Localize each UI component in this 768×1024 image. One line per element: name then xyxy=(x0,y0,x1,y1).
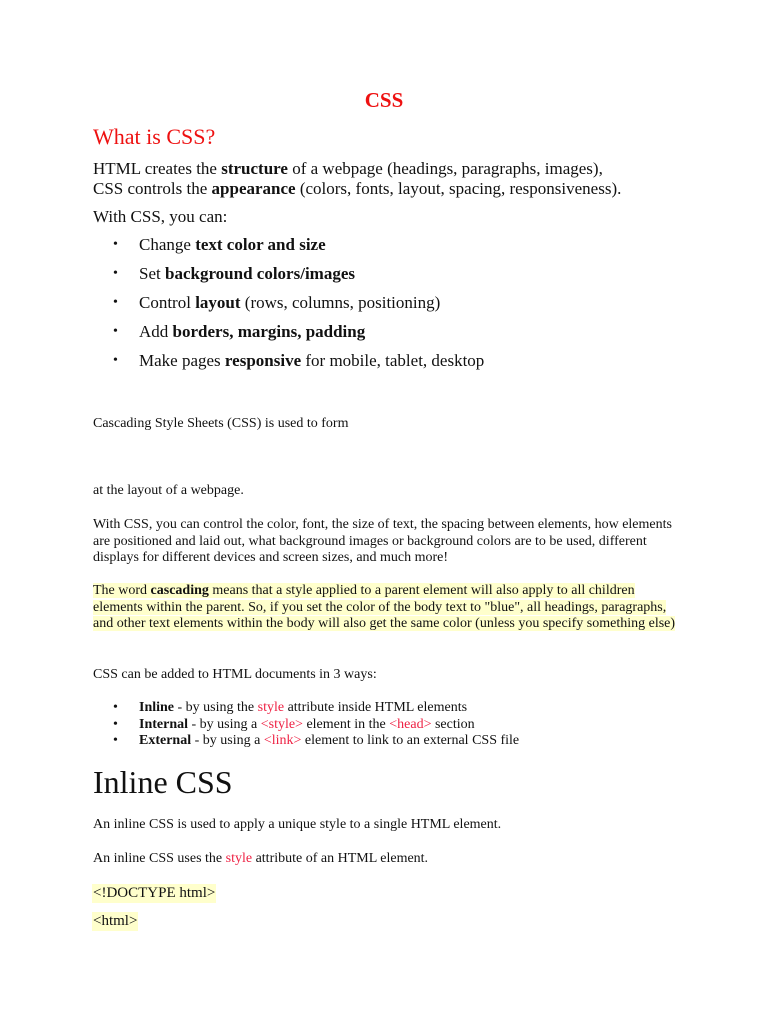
list-item: • Change text color and size xyxy=(113,235,326,254)
bullet-icon: • xyxy=(113,237,118,252)
intro-text: (colors, fonts, layout, spacing, responsiveness). xyxy=(295,179,622,198)
cascading-paragraph: Cascading Style Sheets (CSS) is used to form xyxy=(93,416,349,431)
intro-text: of a webpage (headings, paragraphs, images), xyxy=(287,159,603,178)
code-line: <html> xyxy=(93,913,138,929)
section-heading: What is CSS? xyxy=(93,124,216,149)
inline-paragraph-2: An inline CSS uses the style attribute of an HTML element. xyxy=(93,851,429,866)
list-item: • Set background colors/images xyxy=(113,264,355,283)
ways-list xyxy=(93,700,519,750)
code-line: <!DOCTYPE html> xyxy=(93,885,216,901)
ways-paragraph: CSS can be added to HTML documents in 3 ways: xyxy=(93,667,377,682)
bullet-icon: • xyxy=(113,733,118,748)
with-css-label: With CSS, you can: xyxy=(93,207,228,226)
capabilities-list xyxy=(93,234,484,379)
intro-bold: appearance xyxy=(211,179,296,198)
list-item: • Internal - by using a <style> element in the <head> section xyxy=(113,716,475,732)
inline-css-heading: Inline CSS xyxy=(93,764,233,800)
page-title: CSS xyxy=(364,88,404,112)
intro-paragraph xyxy=(93,159,621,199)
list-item: • Make pages responsive for mobile, tablet, desktop xyxy=(113,351,485,370)
cascading-definition: The word cascading means that a style applied to a parent element will also apply to all children elements within the parent. So, if you set the color of the body text to "blue", all headings, paragraphs, and other text elements within the body will also get the same color (unless you specify something else) xyxy=(93,583,676,631)
control-paragraph: With CSS, you can control the color, font, the size of text, the spacing between elements, how elements are positioned and laid out, what background images or background colors are to be used, different displays for different devices and screen sizes, and much more! xyxy=(93,517,672,565)
intro-text: HTML creates the xyxy=(93,159,222,178)
list-item: • Inline - by using the style attribute inside HTML elements xyxy=(113,700,468,715)
bullet-icon: • xyxy=(113,295,118,310)
intro-text: CSS controls the xyxy=(93,179,212,198)
layout-paragraph: at the layout of a webpage. xyxy=(93,483,244,498)
code-sample xyxy=(92,884,216,940)
inline-paragraph-1: An inline CSS is used to apply a unique style to a single HTML element. xyxy=(93,817,502,832)
list-item: • External - by using a <link> element to link to an external CSS file xyxy=(113,733,520,748)
list-item: • Add borders, margins, padding xyxy=(113,322,366,341)
list-item: • Control layout (rows, columns, positioning) xyxy=(113,293,441,312)
bullet-icon: • xyxy=(113,700,118,715)
bullet-icon: • xyxy=(113,266,118,281)
intro-bold: structure xyxy=(221,159,288,178)
bullet-icon: • xyxy=(113,324,118,339)
bullet-icon: • xyxy=(113,716,118,732)
bullet-icon: • xyxy=(113,353,118,368)
